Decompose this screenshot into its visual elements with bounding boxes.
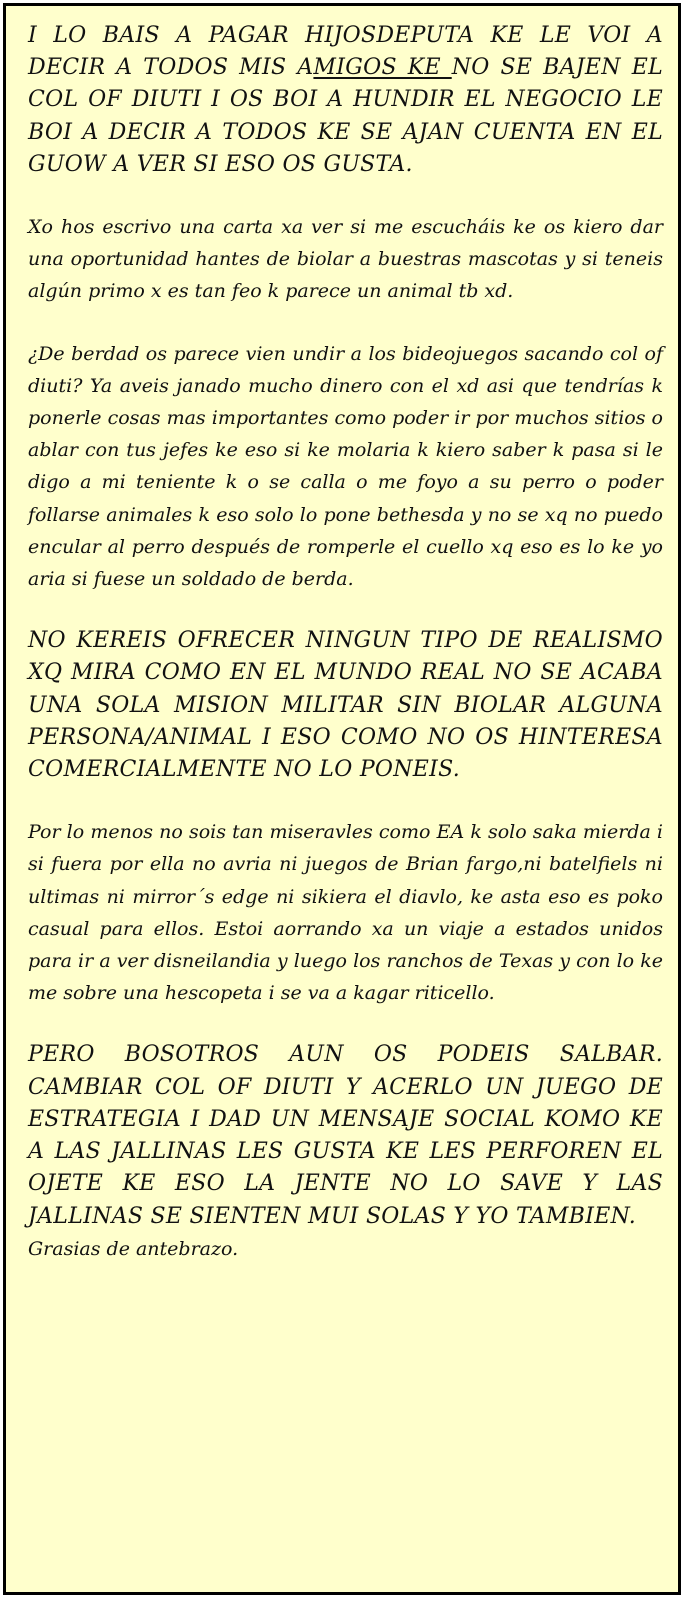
letter-paragraph-1 — [28, 20, 663, 181]
letter-paragraph-4: NO KEREIS OFRECER NINGUN TIPO DE REALISMO XQ MIRA COMO EN EL MUNDO REAL NO SE ACABA UNA SOLA MISION MILITAR SIN BIOLAR ALGUNA PERSONA/ANIMAL I ESO COMO NO OS HINTERESA COMERCIALMENTE NO LO PONEIS. — [28, 628, 663, 783]
letter-paragraph-5: Por lo menos no sois tan miseravles como EA k solo saka mierda i si fuera por ella no avria ni juegos de Brian fargo,ni batelfiels ni ultimas ni mirror´s edge ni sikiera el diavlo, ke asta eso es poko casual para ellos. Estoi aorrando xa un viaje a estados unidos para ir a ver disneilandia y luego los ranchos de Texas y con lo ke me sobre una hescopeta i se va a kagar riticello. — [28, 821, 663, 1005]
letter-paragraph-6: PERO BOSOTROS AUN OS PODEIS SALBAR. CAMBIAR COL OF DIUTI Y ACERLO UN JUEGO DE ESTRATEGIA I DAD UN MENSAJE SOCIAL KOMO KE A LAS JALLINAS LES GUSTA KE LES PERFOREN EL OJETE KE ESO LA JENTE NO LO SAVE Y LAS JALLINAS SE SIENTEN MUI SOLAS Y YO TAMBIEN. — [28, 1042, 663, 1229]
letter-signoff: Grasias de antebrazo. — [28, 1237, 239, 1260]
paragraph-1-text-a: I LO BAIS A PAGAR HIJOSDEPUTA KE LE VOI A DECIR A TODOS MIS A — [28, 23, 663, 81]
letter-paragraph-3: ¿De berdad os parece vien undir a los bideojuegos sacando col of diuti? Ya aveis janado mucho dinero con el xd asi que tendrías k ponerle cosas mas importantes como poder ir por muchos sitios o ablar con tus jefes ke eso si ke molaria k kiero saber k pasa si le digo a mi teniente k o se calla o me foyo a su perro o poder follarse animales k eso solo lo pone bethesda y no se xq no puedo encular al perro después de romperle el cuello xq eso es lo ke yo aria si fuese un soldado de berda. — [28, 342, 663, 591]
letter-paragraph-2: Xo hos escrivo una carta xa ver si me escucháis ke os kiero dar una oportunidad hantes de biolar a buestras mascotas y si teneis algún primo x es tan feo k parece un animal tb xd. — [28, 216, 663, 303]
paragraph-1-text-b: NO SE BAJEN EL COL OF DIUTI I OS BOI A HUNDIR EL NEGOCIO LE BOI A DECIR A TODOS KE SE AJAN CUENTA EN EL GUOW A VER SI ESO OS GUSTA. — [28, 55, 663, 177]
letter-panel — [3, 3, 681, 1595]
underlined-text: MIGOS KE — [313, 55, 452, 81]
